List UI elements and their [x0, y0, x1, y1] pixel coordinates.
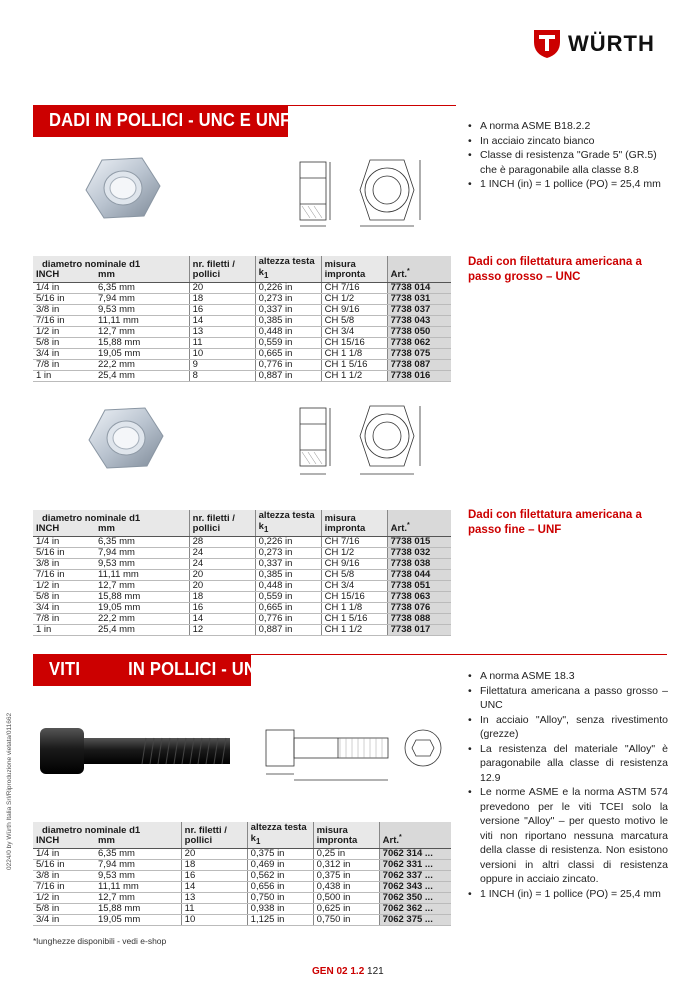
col-header-threads: nr. filetti / pollici [189, 256, 255, 282]
cell-height: 0,887 in [255, 624, 321, 635]
hex-nut-technical-drawing-unf [290, 398, 450, 488]
cell-height: 0,665 in [255, 602, 321, 613]
col-header-art-label: Art. [382, 835, 400, 847]
cell-inch: 3/8 in [33, 870, 95, 881]
cell-art: 7062 337 ... [379, 870, 451, 881]
table-row [33, 870, 451, 881]
cell-height: 0,887 in [255, 370, 321, 381]
footer-chapter: 1.2 [350, 966, 365, 977]
cell-art: 7738 037 [387, 304, 451, 315]
cell-height: 0,665 in [255, 348, 321, 359]
section-1-title-bar [33, 105, 291, 137]
cell-threads: 20 [181, 848, 247, 859]
cell-wrench: CH 1/2 [321, 293, 387, 304]
cell-wrench: CH 9/16 [321, 304, 387, 315]
col-header-diameter-label: diametro nominale d1 [42, 258, 141, 270]
col-header-diameter-label: diametro nominale d1 [42, 824, 141, 836]
cell-inch: 1/4 in [33, 848, 95, 859]
cell-threads: 8 [189, 370, 255, 381]
bullet-item: • A norma ASME 18.3 [468, 669, 668, 684]
cell-inch: 1/4 in [33, 536, 95, 547]
wurth-logo-text: WÜRTH [568, 31, 655, 56]
cell-wrench: CH 1/2 [321, 547, 387, 558]
cell-threads: 11 [189, 337, 255, 348]
cell-threads: 12 [189, 624, 255, 635]
cell-art: 7738 087 [387, 359, 451, 370]
col-header-mm: mm [98, 835, 115, 847]
table-row [33, 602, 451, 613]
cell-height: 0,273 in [255, 547, 321, 558]
cell-art: 7062 343 ... [379, 881, 451, 892]
table-row [33, 558, 451, 569]
cell-height: 0,337 in [255, 304, 321, 315]
col-header-mm: mm [98, 269, 115, 281]
table-row [33, 359, 451, 370]
cell-inch: 7/8 in [33, 613, 95, 624]
cell-wrench: 0,25 in [313, 848, 379, 859]
cell-art: 7738 050 [387, 326, 451, 337]
col-header-art-label: Art. [390, 269, 408, 281]
cell-threads: 18 [181, 859, 247, 870]
table-row [33, 613, 451, 624]
cell-wrench: CH 1 5/16 [321, 613, 387, 624]
cell-height: 0,226 in [255, 282, 321, 293]
unc-nuts-table-body [33, 282, 451, 381]
cell-art: 7738 063 [387, 591, 451, 602]
section-2-bullets [468, 669, 668, 901]
cell-wrench: 0,500 in [313, 892, 379, 903]
col-header-wrench: misura impronta [321, 256, 387, 282]
col-header-height-label: altezza testa k [258, 256, 315, 278]
cell-wrench: CH 1 1/2 [321, 370, 387, 381]
cell-mm: 12,7 mm [95, 892, 181, 903]
cell-threads: 10 [189, 348, 255, 359]
col-header-art-mark: * [399, 834, 402, 842]
col-header-mm: mm [98, 523, 115, 535]
cell-wrench: 0,438 in [313, 881, 379, 892]
cell-height: 0,776 in [255, 613, 321, 624]
col-header-threads: nr. filetti / pollici [189, 510, 255, 536]
cell-art: 7738 016 [387, 370, 451, 381]
cell-height: 0,750 in [247, 892, 313, 903]
col-header-art [387, 256, 451, 282]
cell-art: 7738 075 [387, 348, 451, 359]
cell-mm: 9,53 mm [95, 870, 181, 881]
bullet-item: • 1 INCH (in) = 1 pollice (PO) = 25,4 mm [468, 177, 673, 192]
table-row [33, 315, 451, 326]
cell-art: 7738 062 [387, 337, 451, 348]
col-header-height [247, 822, 313, 848]
cell-mm: 15,88 mm [95, 591, 189, 602]
cell-threads: 16 [181, 870, 247, 881]
cell-art: 7738 044 [387, 569, 451, 580]
table-row [33, 304, 451, 315]
table-row [33, 881, 451, 892]
cell-threads: 14 [181, 881, 247, 892]
cell-art: 7738 032 [387, 547, 451, 558]
cell-inch: 3/4 in [33, 348, 95, 359]
section-2-title-post: IN POLLICI - UNC [123, 659, 269, 679]
cell-mm: 11,11 mm [95, 569, 189, 580]
socket-head-screw-photo [36, 722, 236, 787]
cell-height: 0,562 in [247, 870, 313, 881]
cell-mm: 11,11 mm [95, 881, 181, 892]
unf-nuts-table-body [33, 536, 451, 635]
cell-mm: 9,53 mm [95, 304, 189, 315]
table-row [33, 282, 451, 293]
cell-inch: 5/16 in [33, 293, 95, 304]
cell-mm: 11,11 mm [95, 315, 189, 326]
footer-page-number: 121 [367, 966, 384, 977]
cell-mm: 6,35 mm [95, 536, 189, 547]
cell-art: 7062 375 ... [379, 914, 451, 925]
cell-threads: 9 [189, 359, 255, 370]
cell-wrench: CH 9/16 [321, 558, 387, 569]
cell-wrench: 0,312 in [313, 859, 379, 870]
section-1-rule [288, 105, 456, 106]
socket-head-screw-technical-drawing [258, 718, 453, 793]
cell-inch: 3/4 in [33, 914, 95, 925]
cell-mm: 22,2 mm [95, 613, 189, 624]
table-row [33, 326, 451, 337]
cell-threads: 11 [181, 903, 247, 914]
cell-height: 0,375 in [247, 848, 313, 859]
col-header-diameter [33, 256, 189, 282]
cell-wrench: CH 1 5/16 [321, 359, 387, 370]
col-header-art-mark: * [407, 268, 410, 276]
cell-mm: 6,35 mm [95, 848, 181, 859]
cell-wrench: CH 3/4 [321, 326, 387, 337]
table-row [33, 624, 451, 635]
cell-mm: 6,35 mm [95, 282, 189, 293]
col-header-diameter [33, 510, 189, 536]
col-header-inch: INCH [36, 523, 60, 535]
hex-nut-technical-drawing-unc [290, 148, 450, 238]
cell-height: 0,448 in [255, 580, 321, 591]
cell-height: 0,385 in [255, 569, 321, 580]
col-header-inch: INCH [36, 835, 60, 847]
cell-threads: 13 [189, 326, 255, 337]
cell-wrench: 0,375 in [313, 870, 379, 881]
col-header-wrench: misura impronta [321, 510, 387, 536]
cell-threads: 24 [189, 558, 255, 569]
cell-wrench: CH 3/4 [321, 580, 387, 591]
cell-wrench: CH 7/16 [321, 536, 387, 547]
cell-wrench: CH 1 1/8 [321, 348, 387, 359]
cell-mm: 19,05 mm [95, 914, 181, 925]
cell-threads: 24 [189, 547, 255, 558]
cell-mm: 7,94 mm [95, 547, 189, 558]
cell-inch: 1 in [33, 370, 95, 381]
wurth-logo [532, 28, 655, 60]
unc-heading: Dadi con filettatura americana a passo grosso – UNC [468, 256, 642, 283]
cell-art: 7738 017 [387, 624, 451, 635]
table-row [33, 370, 451, 381]
table-row [33, 293, 451, 304]
copyright-side-note: 0224/0 by Würth Italia Srl/Riproduzione vietata/011662 [6, 712, 13, 870]
col-header-art [387, 510, 451, 536]
cell-height: 0,226 in [255, 536, 321, 547]
cell-wrench: CH 15/16 [321, 337, 387, 348]
bullet-item: • In acciaio zincato bianco [468, 134, 673, 149]
cell-inch: 5/8 in [33, 903, 95, 914]
cell-inch: 5/8 in [33, 591, 95, 602]
col-header-diameter-label: diametro nominale d1 [42, 512, 141, 524]
table-row [33, 591, 451, 602]
cell-mm: 19,05 mm [95, 602, 189, 613]
cell-inch: 7/16 in [33, 315, 95, 326]
cell-wrench: CH 1 1/8 [321, 602, 387, 613]
cell-wrench: 0,750 in [313, 914, 379, 925]
table-row [33, 580, 451, 591]
cell-inch: 7/16 in [33, 569, 95, 580]
table-row [33, 903, 451, 914]
cell-wrench: CH 15/16 [321, 591, 387, 602]
cell-height: 0,938 in [247, 903, 313, 914]
cell-inch: 1/4 in [33, 282, 95, 293]
cell-inch: 7/16 in [33, 881, 95, 892]
cell-height: 0,559 in [255, 337, 321, 348]
cell-mm: 7,94 mm [95, 293, 189, 304]
bullet-item: • In acciaio "Alloy", senza rivestimento (grezze) [468, 713, 668, 742]
cell-height: 0,656 in [247, 881, 313, 892]
col-header-art-label: Art. [390, 523, 408, 535]
hex-nut-photo-unf [85, 398, 165, 483]
cell-threads: 14 [189, 613, 255, 624]
cell-threads: 20 [189, 282, 255, 293]
cell-inch: 3/8 in [33, 558, 95, 569]
section-2-title-pre: VITI [49, 659, 85, 679]
cell-height: 0,273 in [255, 293, 321, 304]
table-row [33, 337, 451, 348]
cell-art: 7738 043 [387, 315, 451, 326]
table-row [33, 859, 451, 870]
cell-inch: 1/2 in [33, 326, 95, 337]
section-2-rule [251, 654, 667, 655]
cell-art: 7738 031 [387, 293, 451, 304]
cell-mm: 12,7 mm [95, 326, 189, 337]
cell-mm: 15,88 mm [95, 903, 181, 914]
col-header-height-sub: 1 [263, 270, 269, 280]
cell-threads: 14 [189, 315, 255, 326]
cell-wrench: CH 1 1/2 [321, 624, 387, 635]
col-header-height-sub: 1 [255, 836, 261, 846]
wurth-logo-mark-icon [532, 28, 562, 60]
col-header-threads: nr. filetti / pollici [181, 822, 247, 848]
col-header-wrench: misura impronta [313, 822, 379, 848]
cell-mm: 25,4 mm [95, 624, 189, 635]
bullet-item: • Le norme ASME e la norma ASTM 574 prevedono per le viti TCEI solo la versione "Alloy" – per questo motivo le viti non riportano nessuna marcatura della classe di resistenza. Non esistono versioni in altri classi di resistenza oppure in acciaio zincato. [468, 785, 668, 887]
cell-mm: 9,53 mm [95, 558, 189, 569]
cell-threads: 20 [189, 580, 255, 591]
col-header-height-label: altezza testa k [250, 822, 307, 844]
cell-threads: 16 [189, 304, 255, 315]
bullet-item: • A norma ASME B18.2.2 [468, 119, 673, 134]
cell-height: 0,337 in [255, 558, 321, 569]
cell-inch: 5/16 in [33, 547, 95, 558]
col-header-height-sub: 1 [263, 524, 269, 534]
section-2-title [49, 659, 268, 680]
cell-height: 0,776 in [255, 359, 321, 370]
cell-art: 7738 038 [387, 558, 451, 569]
cell-inch: 3/4 in [33, 602, 95, 613]
bullet-item: • Filettatura americana a passo grosso – UNC [468, 684, 668, 713]
cell-inch: 7/8 in [33, 359, 95, 370]
screws-table [33, 822, 451, 926]
cell-art: 7062 362 ... [379, 903, 451, 914]
cell-mm: 15,88 mm [95, 337, 189, 348]
cell-wrench: CH 5/8 [321, 315, 387, 326]
cell-height: 0,385 in [255, 315, 321, 326]
cell-mm: 12,7 mm [95, 580, 189, 591]
cell-art: 7738 088 [387, 613, 451, 624]
unf-nuts-table [33, 510, 451, 636]
cell-threads: 16 [189, 602, 255, 613]
cell-mm: 7,94 mm [95, 859, 181, 870]
cell-inch: 3/8 in [33, 304, 95, 315]
col-header-inch: INCH [36, 269, 60, 281]
col-header-height-label: altezza testa k [258, 510, 315, 532]
cell-inch: 1 in [33, 624, 95, 635]
cell-height: 1,125 in [247, 914, 313, 925]
col-header-height [255, 256, 321, 282]
cell-art: 7738 051 [387, 580, 451, 591]
screws-table-body [33, 848, 451, 925]
footer-section: GEN 02 [312, 966, 348, 977]
cell-threads: 10 [181, 914, 247, 925]
cell-mm: 25,4 mm [95, 370, 189, 381]
cell-art: 7062 314 ... [379, 848, 451, 859]
cell-threads: 13 [181, 892, 247, 903]
hex-nut-photo-unc [82, 148, 162, 233]
section-2-title-highlight: TCEI [84, 659, 124, 679]
cell-threads: 18 [189, 591, 255, 602]
cell-art: 7062 350 ... [379, 892, 451, 903]
cell-inch: 5/16 in [33, 859, 95, 870]
cell-inch: 1/2 in [33, 892, 95, 903]
table-row [33, 536, 451, 547]
cell-threads: 20 [189, 569, 255, 580]
cell-wrench: CH 5/8 [321, 569, 387, 580]
cell-art: 7062 331 ... [379, 859, 451, 870]
col-header-art-mark: * [407, 522, 410, 530]
cell-mm: 19,05 mm [95, 348, 189, 359]
table-row [33, 547, 451, 558]
cell-wrench: CH 7/16 [321, 282, 387, 293]
cell-height: 0,448 in [255, 326, 321, 337]
table-row [33, 914, 451, 925]
cell-mm: 22,2 mm [95, 359, 189, 370]
table-row [33, 348, 451, 359]
section-1-title: DADI IN POLLICI - UNC E UNF [49, 110, 291, 130]
cell-inch: 5/8 in [33, 337, 95, 348]
cell-art: 7738 015 [387, 536, 451, 547]
section-2-title-bar [33, 654, 269, 686]
cell-inch: 1/2 in [33, 580, 95, 591]
cell-art: 7738 076 [387, 602, 451, 613]
bullet-item: • Classe di resistenza "Grade 5" (GR.5) che è paragonabile alla classe 8.8 [468, 148, 673, 177]
col-header-art [379, 822, 451, 848]
page-footer [312, 966, 384, 977]
col-header-diameter [33, 822, 181, 848]
cell-art: 7738 014 [387, 282, 451, 293]
cell-threads: 28 [189, 536, 255, 547]
col-header-height [255, 510, 321, 536]
unc-nuts-table [33, 256, 451, 382]
bullet-item: • La resistenza del materiale "Alloy" è paragonabile alla classe di resistenza 12.9 [468, 742, 668, 786]
cell-height: 0,559 in [255, 591, 321, 602]
section-1-bullets [468, 119, 673, 192]
unf-heading: Dadi con filettatura americana a passo fine – UNF [468, 509, 642, 536]
cell-wrench: 0,625 in [313, 903, 379, 914]
cell-height: 0,469 in [247, 859, 313, 870]
table-row [33, 848, 451, 859]
table-row [33, 569, 451, 580]
table-row [33, 892, 451, 903]
bullet-item: • 1 INCH (in) = 1 pollice (PO) = 25,4 mm [468, 887, 668, 902]
footnote: *lunghezze disponibili - vedi e-shop [33, 936, 167, 946]
cell-threads: 18 [189, 293, 255, 304]
